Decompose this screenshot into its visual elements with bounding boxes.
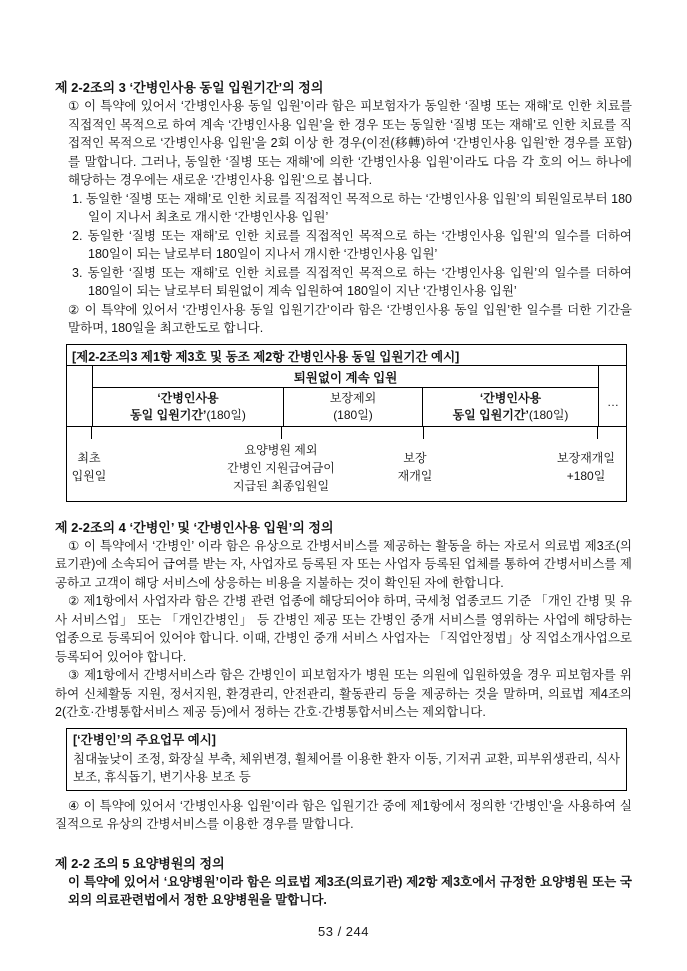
timeline-label-coverage-restart: 보장 재개일	[397, 450, 433, 483]
cell-line: 동일 입원기간’(180일)	[452, 407, 569, 422]
continuation-ellipsis: …	[607, 394, 619, 409]
article-2-2-5-heading: 제 2-2 조의 5 요양병원의 정의	[55, 855, 225, 871]
article-2-2-3-item-list	[55, 190, 632, 301]
timeline-tick	[281, 427, 282, 439]
timeline-cell-excluded	[283, 388, 423, 426]
page-number: 53 / 244	[318, 924, 369, 939]
article-2-2-4-heading: 제 2-2조의 4 ‘간병인’ 및 ‘간병인사용 입원’의 정의	[55, 519, 334, 535]
timeline-label-first-admission: 최초 입원일	[71, 450, 107, 483]
duties-box-body: 침대높낮이 조정, 화장실 부축, 체위변경, 휠체어를 이용한 환자 이동, 기저귀 교환, 피부위생관리, 식사보조, 휴식돕기, 변기사용 보조 등	[73, 751, 620, 784]
list-item: 2. 동일한 ‘질병 또는 재해’로 인한 치료를 직접적인 목적으로 하는 ‘간병인사용 입원’의 일수를 더하여 180일이 되는 날로부터 180일이 지나서 개시한 ‘간병인사용 입원’	[72, 228, 632, 261]
cell-line: (180일)	[333, 407, 373, 422]
article-2-2-4-paragraph-1: ① 이 특약에서 ‘간병인’ 이라 함은 유상으로 간병서비스를 제공하는 활동을 하는 자로서 의료법 제3조(의료기관)에 소속되어 급여를 받는 자, 사업자로 등록된 자 또는 사업자 등록된 업체를 통하여 간병서비스를 제공하고 고객이 해당 서비스에 상응하는 비용을 지불하는 것이 확인된 자에 한합니다.	[55, 538, 632, 590]
timeline-header-cell: 퇴원없이 계속 입원	[93, 366, 598, 388]
cell-line: 보장제외	[329, 390, 377, 405]
article-2-2-4-paragraph-4: ④ 이 특약에 있어서 ‘간병인사용 입원’이라 함은 입원기간 중에 제1항에서 정의한 ‘간병인’을 사용하여 실질적으로 유상의 간병서비스를 이용한 경우를 말합니다.	[55, 798, 632, 831]
article-2-2-4-paragraph-3: ③ 제1항에서 간병서비스라 함은 간병인이 피보험자가 병원 또는 의원에 입원하였을 경우 피보험자를 위하여 신체활동 지원, 정서지원, 환경관리, 안전관리, 활동관리 등을 제공하는 것을 말하며, 의료법 제4조의2(간호·간병통합서비스 제공 등)에서 정하는 간호·간병통합서비스는 제외합니다.	[55, 668, 632, 719]
duties-box-title: [‘간병인’의 주요업무 예시]	[73, 732, 216, 747]
timeline-table	[92, 366, 599, 426]
timeline-tick	[423, 427, 424, 439]
timeline-cell-period-2	[423, 388, 598, 426]
timeline-tick	[597, 427, 598, 439]
article-2-2-5	[55, 854, 632, 910]
article-2-2-4-paragraph-2: ② 제1항에서 사업자라 함은 간병 관련 업종에 해당되어야 하며, 국세청 업종코드 기준 「개인 간병 및 유사 서비스업」 또는 「개인간병인」 등 간병인 제공 또는 간병인 중개 서비스를 영위하는 사업에 해당하는 업종으로 등록되어 있어야 합니다. 이때, 간병인 중개 서비스 사업자는 「직업안정법」상 직업소개사업으로 등록되어 있어야 합니다.	[55, 594, 632, 664]
caregiver-duties-box	[66, 728, 627, 791]
list-item: 1. 동일한 ‘질병 또는 재해’로 인한 치료를 직접적인 목적으로 하는 ‘간병인사용 입원’의 퇴원일로부터 180일이 지나서 최초로 개시한 ‘간병인사용 입원’	[72, 191, 632, 224]
timeline-axis	[67, 426, 626, 427]
timeline-cell-period-1	[93, 388, 283, 426]
example-box-title: [제2-2조의3 제1항 제3호 및 동조 제2항 간병인사용 동일 입원기간 예시]	[67, 345, 626, 366]
document-content	[55, 78, 632, 910]
timeline-row	[93, 388, 598, 426]
article-2-2-3-heading: 제 2-2조의 3 ‘간병인사용 동일 입원기간’의 정의	[55, 80, 324, 95]
timeline-label-last-paid-admission: 요양병원 제외 간병인 지원급여금이 지급된 최종입원일	[227, 442, 335, 493]
article-2-2-3	[55, 78, 632, 338]
cell-line: ‘간병인사용	[479, 390, 542, 405]
article-2-2-5-paragraph-1: 이 특약에 있어서 ‘요양병원’이라 함은 의료법 제3조(의료기관) 제2항 제3호에서 규정한 요양병원 또는 국외의 의료관련법에서 정한 요양병원을 말합니다.	[68, 874, 632, 907]
article-2-2-3-paragraph-2: ② 이 특약에 있어서 ‘간병인사용 동일 입원기간’이라 함은 ‘간병인사용 동일 입원’한 일수를 더한 기간을 말하며, 180일을 최고한도로 합니다.	[68, 302, 632, 335]
hospitalization-period-example-box	[66, 344, 627, 502]
article-2-2-3-paragraph-1: ① 이 특약에 있어서 ‘간병인사용 동일 입원’이라 함은 피보험자가 동일한 ‘질병 또는 재해’로 인한 치료를 직접적인 목적으로 하여 계속 ‘간병인사용 입원’을 한 경우 또는 동일한 ‘질병 또는 재해’로 인한 치료를 직접적인 목적으로 ‘간병인사용 입원’을 2회 이상 한 경우(이전(移轉)하여 ‘간병인사용 입원’한 경우를 포함)를 말합니다. 그러나, 동일한 ‘질병 또는 재해’에 의한 ‘간병인사용 입원’이라도 다음 각 호의 어느 하나에 해당하는 경우에는 새로운 ‘간병인사용 입원’으로 봅니다.	[68, 99, 632, 187]
cell-line: ‘간병인사용	[157, 390, 219, 405]
timeline-label-restart-plus-180: 보장재개일 +180일	[557, 450, 615, 483]
article-2-2-4	[55, 518, 632, 834]
timeline-tick	[91, 427, 92, 439]
cell-line: 동일 입원기간’(180일)	[130, 407, 246, 422]
list-item: 3. 동일한 ‘질병 또는 재해’로 인한 치료를 직접적인 목적으로 하는 ‘간병인사용 입원’의 일수를 더하여 180일이 되는 날로부터 퇴원없이 계속 입원하여 180일이 지난 ‘간병인사용 입원’	[72, 265, 632, 298]
